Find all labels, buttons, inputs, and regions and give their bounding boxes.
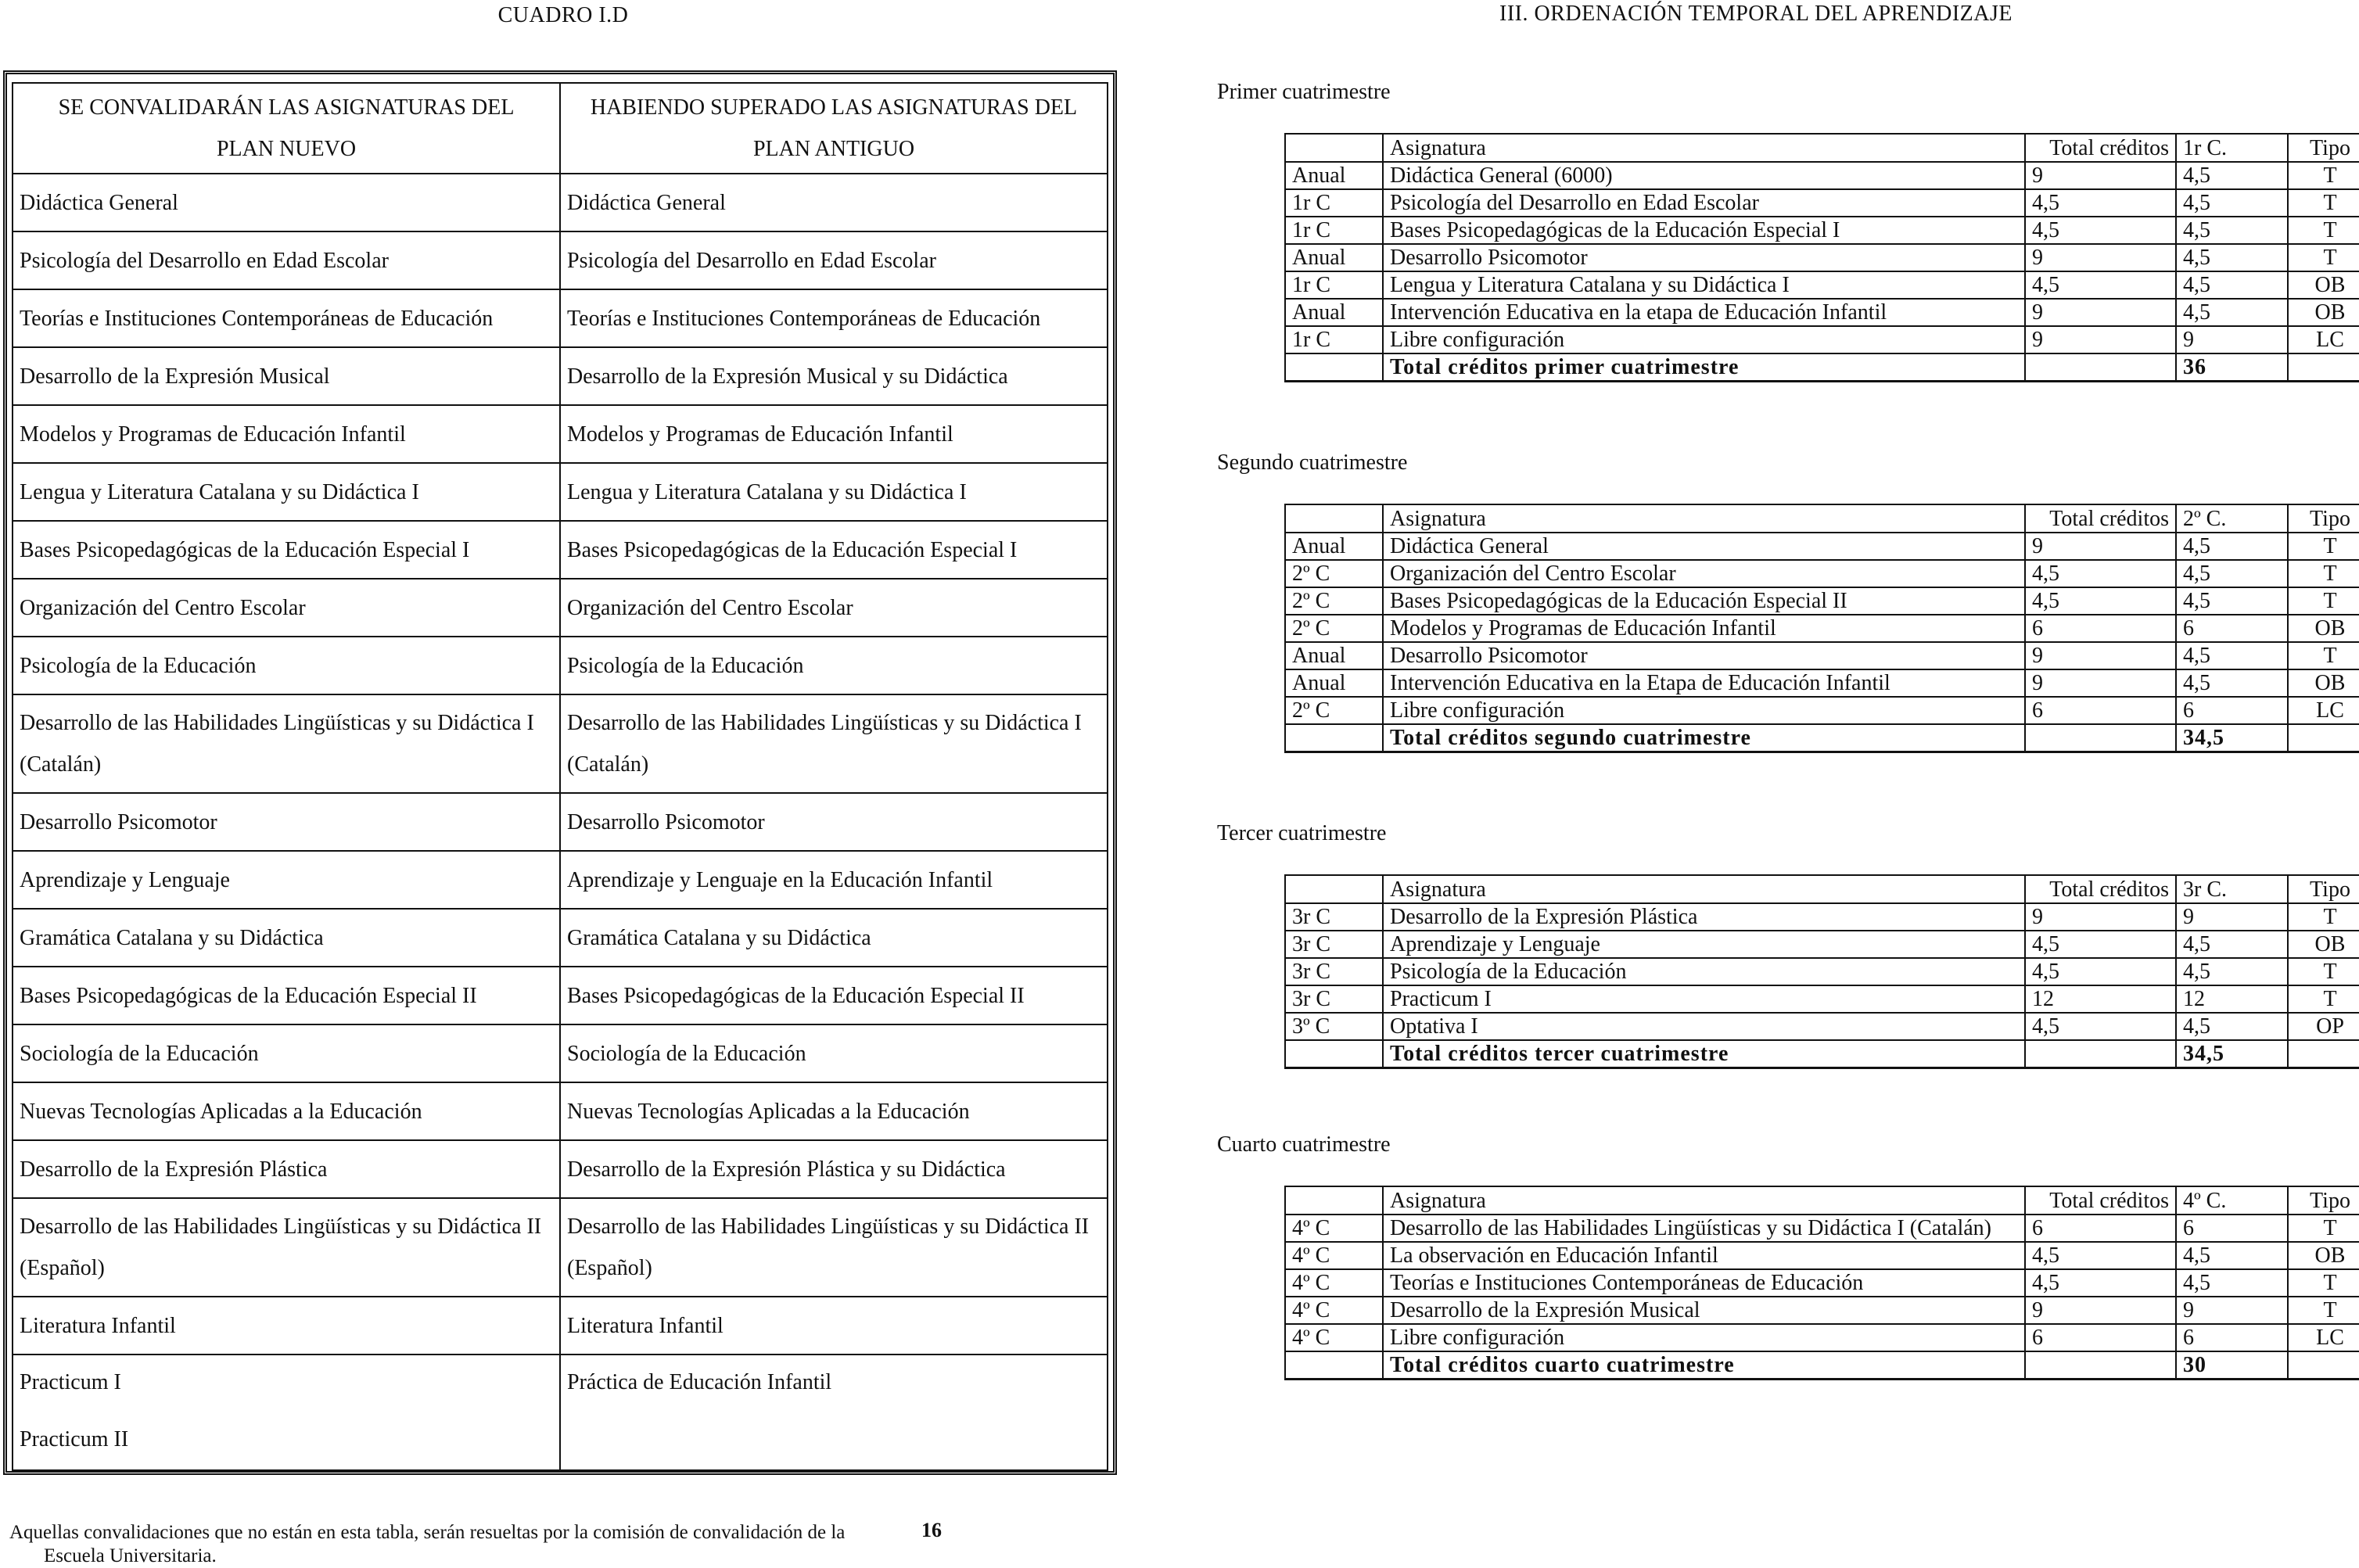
old-plan-subject: Nuevas Tecnologías Aplicadas a la Educación: [560, 1082, 1108, 1140]
course-row: [1285, 533, 2359, 560]
equivalence-row: [13, 405, 1108, 463]
col-tipo: Tipo: [2288, 1186, 2359, 1215]
course-name: Desarrollo de la Expresión Musical: [1383, 1297, 2025, 1324]
course-type: OB: [2288, 669, 2359, 697]
equivalence-row: [13, 851, 1108, 909]
practicum-2: Practicum II: [20, 1427, 129, 1451]
new-plan-subject: Modelos y Programas de Educación Infantil: [13, 405, 560, 463]
new-plan-subject: Desarrollo de la Expresión Plástica: [13, 1140, 560, 1198]
equivalence-row: [13, 1198, 1108, 1297]
semester-total-row: [1285, 1351, 2359, 1380]
course-type: OB: [2288, 615, 2359, 642]
course-semester-credits: 4,5: [2176, 299, 2288, 326]
course-semester-credits: 4,5: [2176, 560, 2288, 587]
course-period: Anual: [1285, 162, 1383, 189]
course-total-credits: 4,5: [2025, 931, 2176, 958]
course-total-credits: 4,5: [2025, 560, 2176, 587]
course-period: Anual: [1285, 669, 1383, 697]
course-total-credits: 9: [2025, 326, 2176, 353]
old-plan-subject: [560, 1355, 1108, 1470]
semester-label: Primer cuatrimestre: [1217, 80, 1391, 104]
course-name: Desarrollo Psicomotor: [1383, 642, 2025, 669]
course-semester-credits: 4,5: [2176, 189, 2288, 217]
course-total-credits: 9: [2025, 162, 2176, 189]
course-total-credits: 12: [2025, 985, 2176, 1013]
course-total-credits: 6: [2025, 697, 2176, 724]
course-period: 1r C: [1285, 326, 1383, 353]
course-total-credits: 4,5: [2025, 1242, 2176, 1269]
total-blank-2: [2025, 353, 2176, 382]
course-name: Aprendizaje y Lenguaje: [1383, 931, 2025, 958]
equivalence-row-practicum: [13, 1355, 1108, 1470]
course-type: T: [2288, 533, 2359, 560]
old-plan-subject: Psicología de la Educación: [560, 637, 1108, 694]
course-row: [1285, 1324, 2359, 1351]
practicum-1: Practicum I: [20, 1370, 121, 1394]
equivalence-row: [13, 579, 1108, 637]
course-period: Anual: [1285, 299, 1383, 326]
old-plan-subject: Bases Psicopedagógicas de la Educación Especial I: [560, 521, 1108, 579]
course-total-credits: 9: [2025, 299, 2176, 326]
column-header-old-plan: [560, 83, 1108, 174]
course-row: [1285, 587, 2359, 615]
footnote-text-2: Escuela Universitaria.: [44, 1545, 217, 1566]
course-name: Libre configuración: [1383, 697, 2025, 724]
footnote-line-1: [9, 1521, 1120, 1545]
course-type: T: [2288, 1269, 2359, 1297]
course-total-credits: 4,5: [2025, 1269, 2176, 1297]
course-semester-credits: 6: [2176, 1215, 2288, 1242]
course-type: T: [2288, 985, 2359, 1013]
course-period: 3r C: [1285, 903, 1383, 931]
course-total-credits: 6: [2025, 1324, 2176, 1351]
course-period: 3º C: [1285, 1013, 1383, 1040]
equivalence-row: [13, 289, 1108, 347]
course-name: Teorías e Instituciones Contemporáneas de Educación: [1383, 1269, 2025, 1297]
course-row: [1285, 1297, 2359, 1324]
semester-total-value: 34,5: [2176, 724, 2288, 752]
old-plan-subject: Desarrollo de la Expresión Plástica y su Didáctica: [560, 1140, 1108, 1198]
new-plan-subject: Sociología de la Educación: [13, 1024, 560, 1082]
page-number: 16: [921, 1519, 942, 1541]
header-new-line1: SE CONVALIDARÁN LAS ASIGNATURAS DEL: [58, 95, 515, 120]
course-name: Libre configuración: [1383, 326, 2025, 353]
course-period: 2º C: [1285, 615, 1383, 642]
course-row: [1285, 1215, 2359, 1242]
course-semester-credits: 9: [2176, 903, 2288, 931]
course-semester-credits: 4,5: [2176, 587, 2288, 615]
course-name: Organización del Centro Escolar: [1383, 560, 2025, 587]
course-name: Bases Psicopedagógicas de la Educación Especial II: [1383, 587, 2025, 615]
col-tipo: Tipo: [2288, 875, 2359, 903]
header-old-line2: PLAN ANTIGUO: [752, 137, 915, 161]
old-plan-subject: Aprendizaje y Lenguaje en la Educación Infantil: [560, 851, 1108, 909]
new-plan-subject: Teorías e Instituciones Contemporáneas de Educación: [13, 289, 560, 347]
semester-table: [1284, 133, 2359, 382]
col-total-creditos: Total créditos: [2025, 875, 2176, 903]
course-row: [1285, 217, 2359, 244]
footnote-text-1: Aquellas convalidaciones que no están en esta tabla, serán resueltas por la comisión de convalidación de la: [9, 1522, 846, 1543]
new-plan-subject: Gramática Catalana y su Didáctica: [13, 909, 560, 967]
course-semester-credits: 4,5: [2176, 958, 2288, 985]
col-period: [1285, 134, 1383, 162]
old-plan-subject: Desarrollo de las Habilidades Lingüísticas y su Didáctica I (Catalán): [560, 694, 1108, 793]
course-type: T: [2288, 217, 2359, 244]
old-plan-subject: Modelos y Programas de Educación Infantil: [560, 405, 1108, 463]
course-semester-credits: 4,5: [2176, 217, 2288, 244]
course-semester-credits: 9: [2176, 1297, 2288, 1324]
course-name: La observación en Educación Infantil: [1383, 1242, 2025, 1269]
col-period: [1285, 504, 1383, 533]
course-period: Anual: [1285, 642, 1383, 669]
semester-total-label: Total créditos cuarto cuatrimestre: [1383, 1351, 2025, 1380]
old-plan-subject: Organización del Centro Escolar: [560, 579, 1108, 637]
course-total-credits: 9: [2025, 533, 2176, 560]
footnote-line-2: [9, 1545, 1120, 1568]
course-semester-credits: 4,5: [2176, 1242, 2288, 1269]
practica-infantil: Práctica de Educación Infantil: [567, 1370, 832, 1394]
course-type: OB: [2288, 271, 2359, 299]
new-plan-subject: Desarrollo de las Habilidades Lingüísticas y su Didáctica I (Catalán): [13, 694, 560, 793]
new-plan-subject: Desarrollo de la Expresión Musical: [13, 347, 560, 405]
course-name: Bases Psicopedagógicas de la Educación Especial I: [1383, 217, 2025, 244]
course-total-credits: 4,5: [2025, 217, 2176, 244]
total-blank: [1285, 1040, 1383, 1068]
col-asignatura: Asignatura: [1383, 504, 2025, 533]
new-plan-subject: Psicología de la Educación: [13, 637, 560, 694]
course-type: T: [2288, 162, 2359, 189]
course-total-credits: 9: [2025, 903, 2176, 931]
old-plan-subject: Lengua y Literatura Catalana y su Didáctica I: [560, 463, 1108, 521]
course-total-credits: 6: [2025, 615, 2176, 642]
semester-table: [1284, 1186, 2359, 1380]
new-plan-subject: Psicología del Desarrollo en Edad Escolar: [13, 231, 560, 289]
footnote: [9, 1521, 1120, 1568]
col-total-creditos: Total créditos: [2025, 134, 2176, 162]
total-blank-3: [2288, 1040, 2359, 1068]
course-period: 3r C: [1285, 985, 1383, 1013]
col-tipo: Tipo: [2288, 134, 2359, 162]
new-plan-subject: Desarrollo de las Habilidades Lingüísticas y su Didáctica II (Español): [13, 1198, 560, 1297]
equivalence-row: [13, 967, 1108, 1024]
equivalence-row: [13, 463, 1108, 521]
equivalence-row: [13, 521, 1108, 579]
course-name: Optativa I: [1383, 1013, 2025, 1040]
equivalence-row: [13, 1297, 1108, 1355]
new-plan-subject: Bases Psicopedagógicas de la Educación Especial I: [13, 521, 560, 579]
course-semester-credits: 4,5: [2176, 642, 2288, 669]
semester-table: [1284, 874, 2359, 1069]
course-total-credits: 9: [2025, 642, 2176, 669]
course-row: [1285, 615, 2359, 642]
course-type: OP: [2288, 1013, 2359, 1040]
semester-header-row: [1285, 504, 2359, 533]
course-type: T: [2288, 958, 2359, 985]
course-period: 2º C: [1285, 697, 1383, 724]
course-semester-credits: 9: [2176, 326, 2288, 353]
semester-total-value: 30: [2176, 1351, 2288, 1380]
course-period: 3r C: [1285, 958, 1383, 985]
column-header-new-plan: [13, 83, 560, 174]
course-row: [1285, 1269, 2359, 1297]
course-semester-credits: 4,5: [2176, 1269, 2288, 1297]
course-row: [1285, 244, 2359, 271]
course-name: Psicología de la Educación: [1383, 958, 2025, 985]
semester-total-value: 34,5: [2176, 1040, 2288, 1068]
course-name: Lengua y Literatura Catalana y su Didáctica I: [1383, 271, 2025, 299]
course-type: LC: [2288, 697, 2359, 724]
total-blank-2: [2025, 1040, 2176, 1068]
equivalence-table-frame: [3, 70, 1117, 1475]
equivalence-row: [13, 1082, 1108, 1140]
col-tipo: Tipo: [2288, 504, 2359, 533]
course-name: Modelos y Programas de Educación Infantil: [1383, 615, 2025, 642]
course-period: Anual: [1285, 244, 1383, 271]
course-name: Practicum I: [1383, 985, 2025, 1013]
semester-label: Segundo cuatrimestre: [1217, 450, 1408, 475]
course-row: [1285, 697, 2359, 724]
course-type: T: [2288, 903, 2359, 931]
new-plan-subject: Bases Psicopedagógicas de la Educación Especial II: [13, 967, 560, 1024]
course-period: 4º C: [1285, 1324, 1383, 1351]
course-semester-credits: 12: [2176, 985, 2288, 1013]
course-total-credits: 6: [2025, 1215, 2176, 1242]
col-creditos-cuatrimestre: 4º C.: [2176, 1186, 2288, 1215]
equivalence-row: [13, 174, 1108, 231]
col-period: [1285, 1186, 1383, 1215]
course-semester-credits: 6: [2176, 697, 2288, 724]
course-row: [1285, 958, 2359, 985]
course-row: [1285, 903, 2359, 931]
course-period: 1r C: [1285, 189, 1383, 217]
course-total-credits: 9: [2025, 1297, 2176, 1324]
new-plan-subject: [13, 1355, 560, 1470]
course-total-credits: 9: [2025, 244, 2176, 271]
course-period: 2º C: [1285, 587, 1383, 615]
header-new-line2: PLAN NUEVO: [216, 137, 357, 161]
new-plan-subject: Didáctica General: [13, 174, 560, 231]
course-semester-credits: 4,5: [2176, 669, 2288, 697]
col-creditos-cuatrimestre: 3r C.: [2176, 875, 2288, 903]
old-plan-subject: Sociología de la Educación: [560, 1024, 1108, 1082]
course-row: [1285, 985, 2359, 1013]
semester-header-row: [1285, 1186, 2359, 1215]
course-type: T: [2288, 642, 2359, 669]
col-period: [1285, 875, 1383, 903]
course-total-credits: 4,5: [2025, 958, 2176, 985]
course-type: T: [2288, 560, 2359, 587]
course-name: Didáctica General (6000): [1383, 162, 2025, 189]
course-semester-credits: 4,5: [2176, 1013, 2288, 1040]
old-plan-subject: Didáctica General: [560, 174, 1108, 231]
col-creditos-cuatrimestre: 2º C.: [2176, 504, 2288, 533]
equivalence-row: [13, 909, 1108, 967]
equivalence-row: [13, 1024, 1108, 1082]
course-type: OB: [2288, 1242, 2359, 1269]
course-name: Didáctica General: [1383, 533, 2025, 560]
new-plan-subject: Desarrollo Psicomotor: [13, 793, 560, 851]
course-period: 4º C: [1285, 1297, 1383, 1324]
course-period: 1r C: [1285, 271, 1383, 299]
course-semester-credits: 4,5: [2176, 271, 2288, 299]
equivalence-row: [13, 1140, 1108, 1198]
course-row: [1285, 1013, 2359, 1040]
course-row: [1285, 560, 2359, 587]
course-type: T: [2288, 587, 2359, 615]
new-plan-subject: Nuevas Tecnologías Aplicadas a la Educación: [13, 1082, 560, 1140]
page-heading-right: III. ORDENACIÓN TEMPORAL DEL APRENDIZAJE: [1499, 2, 2013, 26]
course-name: Intervención Educativa en la Etapa de Educación Infantil: [1383, 669, 2025, 697]
course-period: 4º C: [1285, 1269, 1383, 1297]
course-row: [1285, 162, 2359, 189]
course-name: Desarrollo Psicomotor: [1383, 244, 2025, 271]
total-blank: [1285, 724, 1383, 752]
old-plan-subject: Desarrollo de la Expresión Musical y su Didáctica: [560, 347, 1108, 405]
course-semester-credits: 4,5: [2176, 244, 2288, 271]
old-plan-subject: Teorías e Instituciones Contemporáneas de Educación: [560, 289, 1108, 347]
semester-total-label: Total créditos primer cuatrimestre: [1383, 353, 2025, 382]
total-blank-3: [2288, 1351, 2359, 1380]
col-asignatura: Asignatura: [1383, 875, 2025, 903]
total-blank: [1285, 1351, 1383, 1380]
course-name: Libre configuración: [1383, 1324, 2025, 1351]
total-blank-3: [2288, 724, 2359, 752]
semester-total-row: [1285, 1040, 2359, 1068]
col-asignatura: Asignatura: [1383, 134, 2025, 162]
course-type: T: [2288, 1297, 2359, 1324]
semester-total-row: [1285, 353, 2359, 382]
new-plan-subject: Organización del Centro Escolar: [13, 579, 560, 637]
new-plan-subject: Lengua y Literatura Catalana y su Didáctica I: [13, 463, 560, 521]
course-period: 4º C: [1285, 1242, 1383, 1269]
course-period: 2º C: [1285, 560, 1383, 587]
old-plan-subject: Desarrollo de las Habilidades Lingüísticas y su Didáctica II (Español): [560, 1198, 1108, 1297]
course-semester-credits: 4,5: [2176, 931, 2288, 958]
total-blank-2: [2025, 724, 2176, 752]
total-blank-3: [2288, 353, 2359, 382]
new-plan-subject: Aprendizaje y Lenguaje: [13, 851, 560, 909]
semester-header-row: [1285, 134, 2359, 162]
course-type: T: [2288, 244, 2359, 271]
semester-total-label: Total créditos segundo cuatrimestre: [1383, 724, 2025, 752]
equivalence-row: [13, 793, 1108, 851]
equivalence-header-row: [13, 83, 1108, 174]
course-type: T: [2288, 1215, 2359, 1242]
course-total-credits: 4,5: [2025, 1013, 2176, 1040]
old-plan-subject: Gramática Catalana y su Didáctica: [560, 909, 1108, 967]
course-total-credits: 4,5: [2025, 587, 2176, 615]
old-plan-subject: Literatura Infantil: [560, 1297, 1108, 1355]
course-period: 3r C: [1285, 931, 1383, 958]
equivalence-table: [12, 82, 1108, 1471]
old-plan-subject: Psicología del Desarrollo en Edad Escolar: [560, 231, 1108, 289]
col-total-creditos: Total créditos: [2025, 1186, 2176, 1215]
course-row: [1285, 271, 2359, 299]
new-plan-subject: Literatura Infantil: [13, 1297, 560, 1355]
course-name: Desarrollo de las Habilidades Lingüísticas y su Didáctica I (Catalán): [1383, 1215, 2025, 1242]
semester-header-row: [1285, 875, 2359, 903]
course-row: [1285, 189, 2359, 217]
course-total-credits: 4,5: [2025, 271, 2176, 299]
course-type: T: [2288, 189, 2359, 217]
course-period: 1r C: [1285, 217, 1383, 244]
course-name: Intervención Educativa en la etapa de Educación Infantil: [1383, 299, 2025, 326]
course-type: LC: [2288, 1324, 2359, 1351]
course-type: OB: [2288, 299, 2359, 326]
course-type: LC: [2288, 326, 2359, 353]
semester-total-row: [1285, 724, 2359, 752]
course-semester-credits: 6: [2176, 615, 2288, 642]
course-row: [1285, 931, 2359, 958]
total-blank-2: [2025, 1351, 2176, 1380]
semester-table: [1284, 504, 2359, 753]
equivalence-row: [13, 694, 1108, 793]
course-semester-credits: 4,5: [2176, 533, 2288, 560]
header-old-line1: HABIENDO SUPERADO LAS ASIGNATURAS DEL: [590, 95, 1078, 120]
course-semester-credits: 6: [2176, 1324, 2288, 1351]
course-total-credits: 9: [2025, 669, 2176, 697]
course-total-credits: 4,5: [2025, 189, 2176, 217]
old-plan-subject: Desarrollo Psicomotor: [560, 793, 1108, 851]
page-heading-left: CUADRO I.D: [497, 3, 629, 27]
total-blank: [1285, 353, 1383, 382]
course-row: [1285, 1242, 2359, 1269]
course-semester-credits: 4,5: [2176, 162, 2288, 189]
course-period: 4º C: [1285, 1215, 1383, 1242]
col-total-creditos: Total créditos: [2025, 504, 2176, 533]
course-row: [1285, 669, 2359, 697]
course-name: Psicología del Desarrollo en Edad Escolar: [1383, 189, 2025, 217]
equivalence-row: [13, 231, 1108, 289]
equivalence-row: [13, 637, 1108, 694]
course-row: [1285, 642, 2359, 669]
semester-total-label: Total créditos tercer cuatrimestre: [1383, 1040, 2025, 1068]
course-period: Anual: [1285, 533, 1383, 560]
course-row: [1285, 326, 2359, 353]
course-name: Desarrollo de la Expresión Plástica: [1383, 903, 2025, 931]
col-asignatura: Asignatura: [1383, 1186, 2025, 1215]
semester-total-value: 36: [2176, 353, 2288, 382]
semester-label: Cuarto cuatrimestre: [1217, 1132, 1391, 1157]
col-creditos-cuatrimestre: 1r C.: [2176, 134, 2288, 162]
old-plan-subject: Bases Psicopedagógicas de la Educación Especial II: [560, 967, 1108, 1024]
equivalence-table-body: [13, 174, 1108, 1470]
course-type: OB: [2288, 931, 2359, 958]
semester-label: Tercer cuatrimestre: [1217, 821, 1387, 845]
course-row: [1285, 299, 2359, 326]
equivalence-row: [13, 347, 1108, 405]
